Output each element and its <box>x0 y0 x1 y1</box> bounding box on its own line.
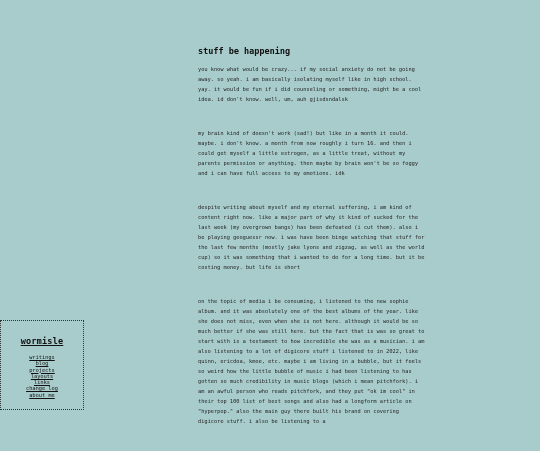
post-paragraph: you know what would be crazy... if my social anxiety do not be going away. so yeah. i am basically isolating myself like in high school. yay. it would be fun if i did counseling or something, might be a cool idea. id don't know. well, um, auh gjisdsndalsk <box>198 67 422 103</box>
nav-link-layouts[interactable]: layouts <box>30 373 54 380</box>
nav-link-blog[interactable]: blog <box>35 361 49 368</box>
nav-link-writings[interactable]: writings <box>29 355 55 361</box>
post-paragraph: despite writing about myself and my eternal suffering, i am kind of content right now. like a major part of why it kind of sucked for the last week (my overgrown bangs) has been defeated (i cut them). also i be playing geoguessr now. i was have been binge watching that stuff for the last few months (mostly jake lyons and zigzag, as well as the world cup) so it was something that i wanted to do for a long time. but it be costing money. but life is short <box>198 205 425 271</box>
post-paragraph: on the topic of media i be consuming, i listened to the new sophie album. and it was absolutely one of the best albums of the year. like she does not miss, even when she is not here. although it would be so much better if she was still here. but the fact that is was so great to start with is a testament to how incredible she was as a musician. i am also listening to a lot of digicore stuff i listened to in 2022, like quinn, ericdoa, kmoe, etc. maybe i am living in a bubble, but it feels so weird how the little bubble of music i had been listening to has gotten so much credibility in music blogs (which i mean pitchfork). i am an awful person who reads pitchfork, and they put "ok im cool" in their top 100 list of best songs and also had a longform article on "hyperpop." also the main guy there built his brand on covering digicore stuff. i also be listening to a <box>198 299 425 425</box>
sidebar-nav <box>0 320 84 410</box>
site-title-link[interactable]: wormisle <box>20 337 64 347</box>
post-title: stuff be happening <box>198 47 291 57</box>
nav-link-about-me[interactable]: about me <box>29 392 55 399</box>
nav-link-links[interactable]: links <box>34 380 50 387</box>
post-paragraph: my brain kind of doesn't work (sad!) but like in a month it could. maybe. i don't know. a month from now roughly i turn 16. and then i could get myself a little estrogen, as a little treat, without my parents permission or anything. then maybe by brain won't be so foggy and i can have full access to my emotions. idk <box>198 131 419 177</box>
nav-link-change-log[interactable]: change log <box>26 386 58 393</box>
nav-link-projects[interactable]: projects <box>29 367 55 374</box>
blog-post <box>198 47 426 451</box>
